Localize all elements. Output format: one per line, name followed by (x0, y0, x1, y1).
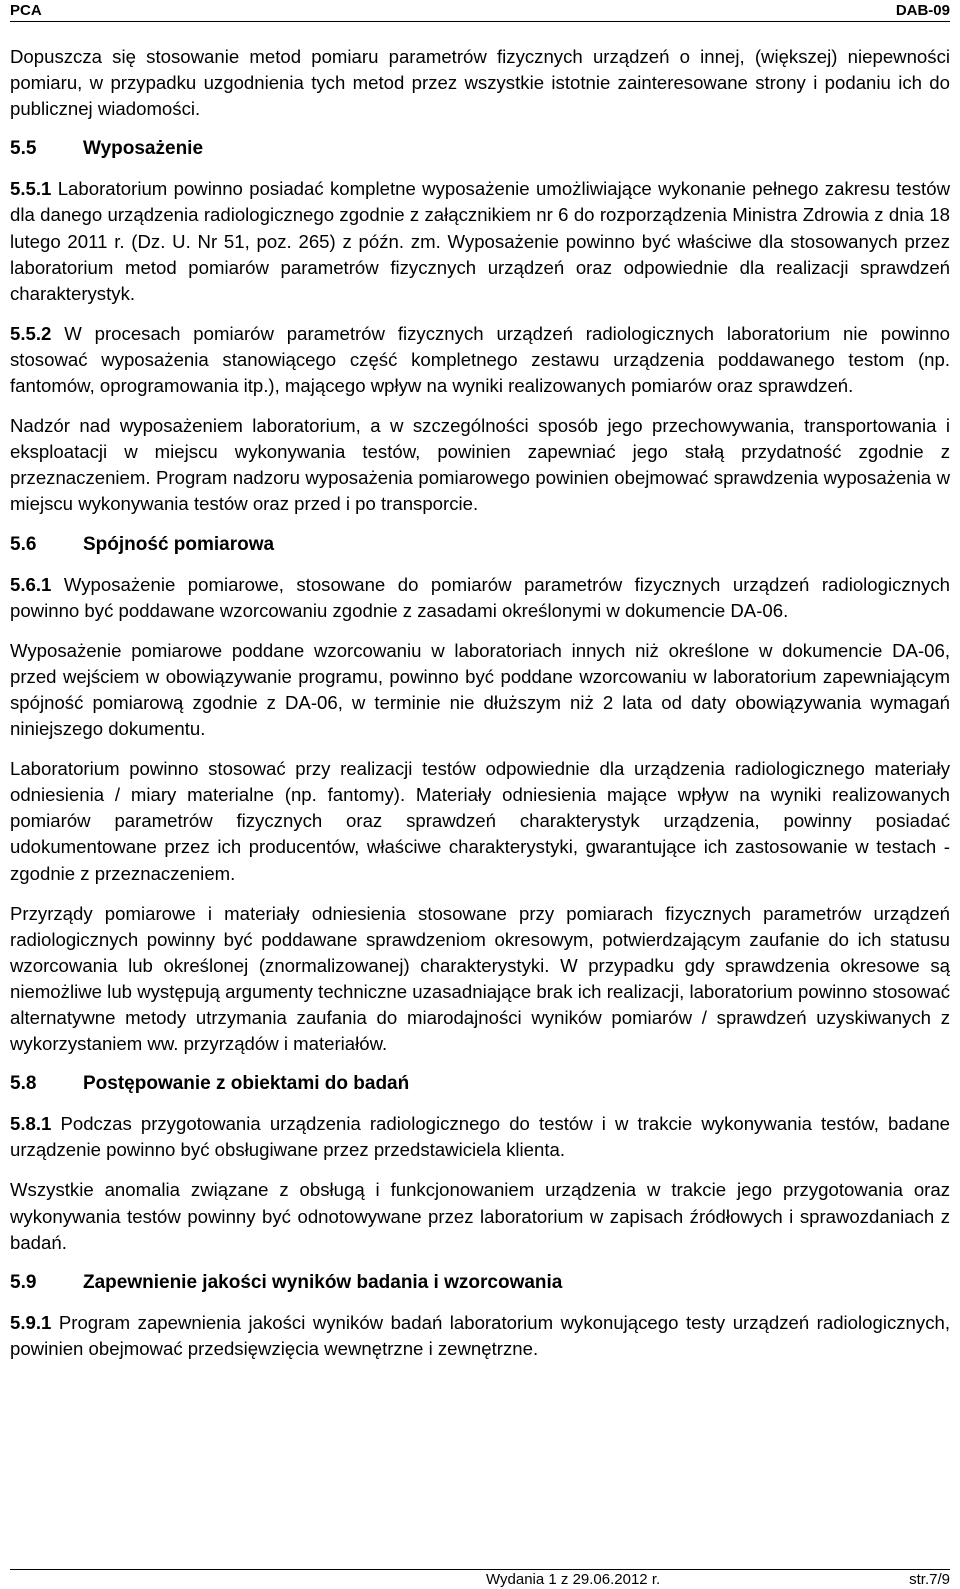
paragraph-text: Wyposażenie pomiarowe poddane wzorcowaniu w laboratoriach innych niż określone w dokumencie DA-06, przed wejściem w obowiązywanie programu, powinno być poddane wzorcowaniu w laboratorium zapewniającym spójność pomiarową zgodnie z DA-06, w terminie nie dłuższym niż 2 lata od daty obowiązywania wymagań niniejszego dokumentu. (10, 639, 950, 740)
page-header (0, 0, 960, 22)
section-number: 5.9 (10, 1271, 37, 1293)
paragraph (10, 756, 950, 886)
section-title: Wyposażenie (83, 138, 204, 160)
clause-number: 5.6.1 (10, 573, 52, 595)
section-title: Spójność pomiarowa (83, 533, 275, 555)
header-rule (10, 21, 950, 22)
paragraph-text: Laboratorium powinno stosować przy realizacji testów odpowiednie dla urządzenia radiologicznego materiały odniesienia / miary materialne (np. fantomy). Materiały odniesienia mające wpływ na wyniki realizowanych pomiarów parametrów fizycznych oraz sprawdzeń charakterystyk urządzenia, powinny posiadać udokumentowane przez ich producentów, właściwe charakterystyki, gwarantujące ich zastosowanie w testach - zgodnie z przeznaczeniem. (10, 758, 950, 884)
paragraph (10, 44, 950, 122)
section-heading (10, 532, 950, 558)
clause-number: 5.5.2 (10, 322, 52, 344)
paragraph (10, 901, 950, 1058)
page-footer (0, 1569, 960, 1589)
paragraph (10, 176, 950, 306)
section-number: 5.6 (10, 533, 37, 555)
paragraph (10, 321, 950, 399)
section-heading (10, 1270, 950, 1296)
footer-page-number: str.7/9 (909, 1571, 950, 1588)
paragraph-text: W procesach pomiarów parametrów fizycznych urządzeń radiologicznych laboratorium nie powinno stosować wyposażenia stanowiącego część kompletnego zestawu urządzenia poddawanego testom (np. fantomów, oprogramowania itp.), mającego wpływ na wyniki realizowanych pomiarów oraz sprawdzeń. (10, 322, 950, 397)
paragraph-text: Laboratorium powinno posiadać kompletne wyposażenie umożliwiające wykonanie pełnego zakresu testów dla danego urządzenia radiologicznego zgodnie z załącznikiem nr 6 do rozporządzenia Ministra Zdrowia z dnia 18 lutego 2011 r. (Dz. U. Nr 51, poz. 265) z późn. zm. Wyposażenie powinno być właściwe dla stosowanych przez laboratorium metod pomiarów parametrów fizycznych urządzeń oraz odpowiednie dla realizacji sprawdzeń charakterystyk. (10, 178, 950, 304)
paragraph-text: Wyposażenie pomiarowe, stosowane do pomiarów parametrów fizycznych urządzeń radiologicznych powinno być poddawane wzorcowaniu zgodnie z zasadami określonymi w dokumencie DA-06. (10, 573, 950, 621)
footer-edition: Wydania 1 z 29.06.2012 r. (486, 1571, 661, 1588)
paragraph-text: Program zapewnienia jakości wyników badań laboratorium wykonującego testy urządzeń radiologicznych, powinien obejmować przedsięwzięcia wewnętrzne i zewnętrzne. (10, 1311, 950, 1359)
paragraph-text: Dopuszcza się stosowanie metod pomiaru parametrów fizycznych urządzeń o innej, (większej) niepewności pomiaru, w przypadku uzgodnienia tych metod przez wszystkie istotnie zainteresowane strony i podaniu ich do publicznej wiadomości. (10, 46, 950, 120)
paragraph-text: Wszystkie anomalia związane z obsługą i funkcjonowaniem urządzenia w trakcie jego przygotowania oraz wykonywania testów powinny być odnotowywane przez laboratorium w zapisach źródłowych i sprawozdaniach z badań. (10, 1179, 950, 1253)
clause-number: 5.8.1 (10, 1113, 52, 1135)
paragraph-text: Podczas przygotowania urządzenia radiologicznego do testów i w trakcie wykonywania testów, badane urządzenie powinno być obsługiwane przez przedstawiciela klienta. (10, 1113, 951, 1161)
section-heading (10, 136, 950, 162)
paragraph (10, 572, 950, 624)
section-number: 5.5 (10, 138, 37, 160)
document-body (10, 44, 950, 1376)
clause-number: 5.5.1 (10, 178, 52, 200)
paragraph (10, 638, 950, 742)
paragraph (10, 1111, 950, 1163)
section-number: 5.8 (10, 1073, 37, 1095)
section-heading (10, 1071, 950, 1097)
footer-rule (10, 1569, 950, 1570)
section-title: Postępowanie z obiektami do badań (83, 1073, 410, 1095)
header-doc-code: DAB-09 (895, 2, 950, 19)
paragraph (10, 413, 950, 517)
header-org: PCA (10, 2, 42, 19)
paragraph (10, 1310, 950, 1362)
section-title: Zapewnienie jakości wyników badania i wzorcowania (83, 1271, 563, 1293)
paragraph-text: Nadzór nad wyposażeniem laboratorium, a w szczególności sposób jego przechowywania, transportowania i eksploatacji w miejscu wykonywania testów, powinien zapewniać jego stałą przydatność zgodnie z przeznaczeniem. Program nadzoru wyposażenia pomiarowego powinien obejmować sprawdzenia wyposażenia w miejscu wykonywania testów oraz przed i po transporcie. (10, 415, 950, 515)
paragraph (10, 1177, 950, 1255)
paragraph-text: Przyrządy pomiarowe i materiały odniesienia stosowane przy pomiarach fizycznych parametrów urządzeń radiologicznych powinny być poddawane sprawdzeniom okresowym, potwierdzającym zaufanie do ich statusu wzorcowania lub określonej (znormalizowanej) charakterystyki. W przypadku gdy sprawdzenia okresowe są niemożliwe lub występują argumenty techniczne uzasadniające brak ich realizacji, laboratorium powinno stosować alternatywne metody utrzymania zaufania do miarodajności wyników pomiarów / sprawdzeń uzyskiwanych z wykorzystaniem ww. przyrządów i materiałów. (10, 902, 950, 1055)
clause-number: 5.9.1 (10, 1311, 52, 1333)
